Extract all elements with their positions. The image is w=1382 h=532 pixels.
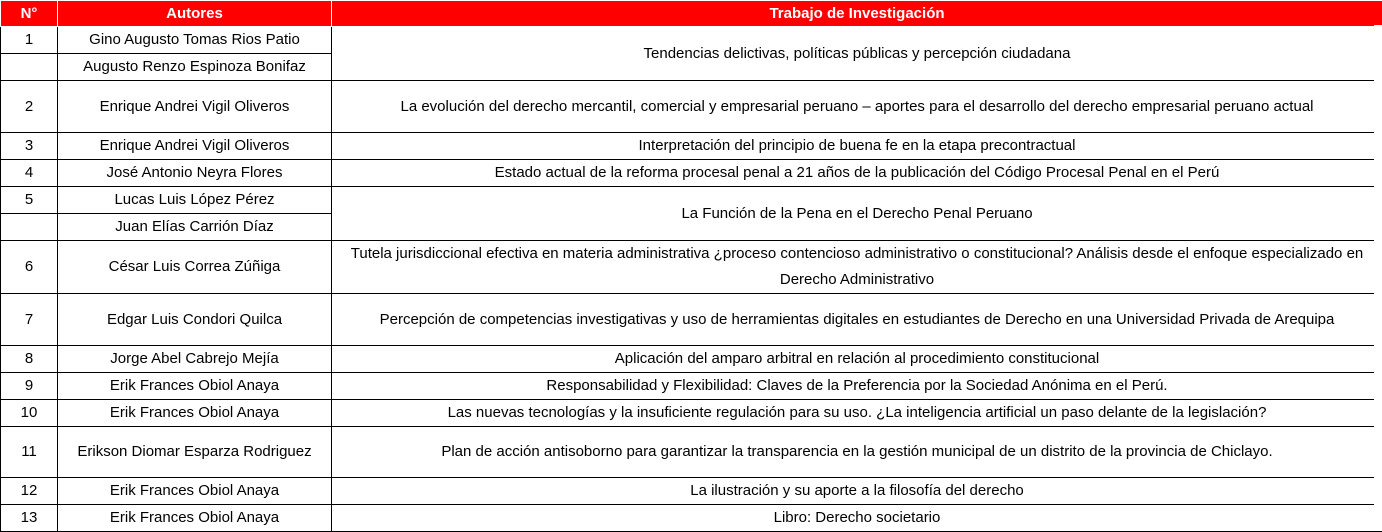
- work-title: Tutela jurisdiccional efectiva en materia administrativa ¿proceso contencioso administrativo o constitucional? Análisis desde el enfoque especializado en Derecho Administrativo: [332, 241, 1382, 294]
- work-title: Responsabilidad y Flexibilidad: Claves de la Preferencia por la Sociedad Anónima en el Perú.: [332, 373, 1382, 400]
- work-title: Plan de acción antisoborno para garantizar la transparencia en la gestión municipal de un distrito de la provincia de Chiclayo.: [332, 427, 1382, 478]
- header-authors: Autores: [58, 1, 332, 27]
- author-cell: Erik Frances Obiol Anaya: [58, 478, 332, 505]
- table-row: [1, 133, 1382, 160]
- table-row: [1, 160, 1382, 187]
- header-row: [1, 1, 1382, 27]
- table-row: [1, 505, 1382, 532]
- author-cell: José Antonio Neyra Flores: [58, 160, 332, 187]
- work-title: Tendencias delictivas, políticas públicas y percepción ciudadana: [332, 27, 1382, 81]
- table-row: [1, 241, 1382, 294]
- row-number-empty: [1, 54, 58, 81]
- author-cell: Erik Frances Obiol Anaya: [58, 400, 332, 427]
- work-title: Estado actual de la reforma procesal penal a 21 años de la publicación del Código Procesal Penal en el Perú: [332, 160, 1382, 187]
- row-number: 11: [1, 427, 58, 478]
- row-number: 3: [1, 133, 58, 160]
- table-row: [1, 478, 1382, 505]
- row-number: 7: [1, 294, 58, 346]
- author-cell: Erik Frances Obiol Anaya: [58, 373, 332, 400]
- table-row: [1, 373, 1382, 400]
- row-number: 12: [1, 478, 58, 505]
- work-title: Percepción de competencias investigativas y uso de herramientas digitales en estudiantes de Derecho en una Universidad Privada de Arequipa: [332, 294, 1382, 346]
- author-cell: Enrique Andrei Vigil Oliveros: [58, 81, 332, 133]
- table-row: [1, 187, 1382, 214]
- author-cell: César Luis Correa Zúñiga: [58, 241, 332, 294]
- author-cell: Jorge Abel Cabrejo Mejía: [58, 346, 332, 373]
- author-cell: Lucas Luis López Pérez: [58, 187, 332, 214]
- table-row: [1, 400, 1382, 427]
- table-row: [1, 346, 1382, 373]
- row-number: 9: [1, 373, 58, 400]
- row-number: 8: [1, 346, 58, 373]
- author-cell: Gino Augusto Tomas Rios Patio: [58, 27, 332, 54]
- table-row: [1, 27, 1382, 54]
- work-title: Libro: Derecho societario: [332, 505, 1382, 532]
- table-row: [1, 294, 1382, 346]
- work-title: Interpretación del principio de buena fe en la etapa precontractual: [332, 133, 1382, 160]
- header-work: Trabajo de Investigación: [332, 1, 1382, 27]
- author-cell: Enrique Andrei Vigil Oliveros: [58, 133, 332, 160]
- row-number: 5: [1, 187, 58, 214]
- header-num: N°: [1, 1, 58, 27]
- table-row: [1, 427, 1382, 478]
- author-cell: Erikson Diomar Esparza Rodriguez: [58, 427, 332, 478]
- row-number: 4: [1, 160, 58, 187]
- row-number-empty: [1, 214, 58, 241]
- work-title: La Función de la Pena en el Derecho Penal Peruano: [332, 187, 1382, 241]
- row-number: 10: [1, 400, 58, 427]
- work-title: La evolución del derecho mercantil, comercial y empresarial peruano – aportes para el desarrollo del derecho empresarial peruano actual: [332, 81, 1382, 133]
- work-title: La ilustración y su aporte a la filosofía del derecho: [332, 478, 1382, 505]
- author-cell: Edgar Luis Condori Quilca: [58, 294, 332, 346]
- right-margin: [1374, 25, 1382, 519]
- row-number: 13: [1, 505, 58, 532]
- author-cell: Erik Frances Obiol Anaya: [58, 505, 332, 532]
- work-title: Las nuevas tecnologías y la insuficiente regulación para su uso. ¿La inteligencia artificial un paso delante de la legislación?: [332, 400, 1382, 427]
- row-number: 2: [1, 81, 58, 133]
- table-row: [1, 81, 1382, 133]
- row-number: 6: [1, 241, 58, 294]
- author-cell: Juan Elías Carrión Díaz: [58, 214, 332, 241]
- row-number: 1: [1, 27, 58, 54]
- work-title: Aplicación del amparo arbitral en relación al procedimiento constitucional: [332, 346, 1382, 373]
- author-cell: Augusto Renzo Espinoza Bonifaz: [58, 54, 332, 81]
